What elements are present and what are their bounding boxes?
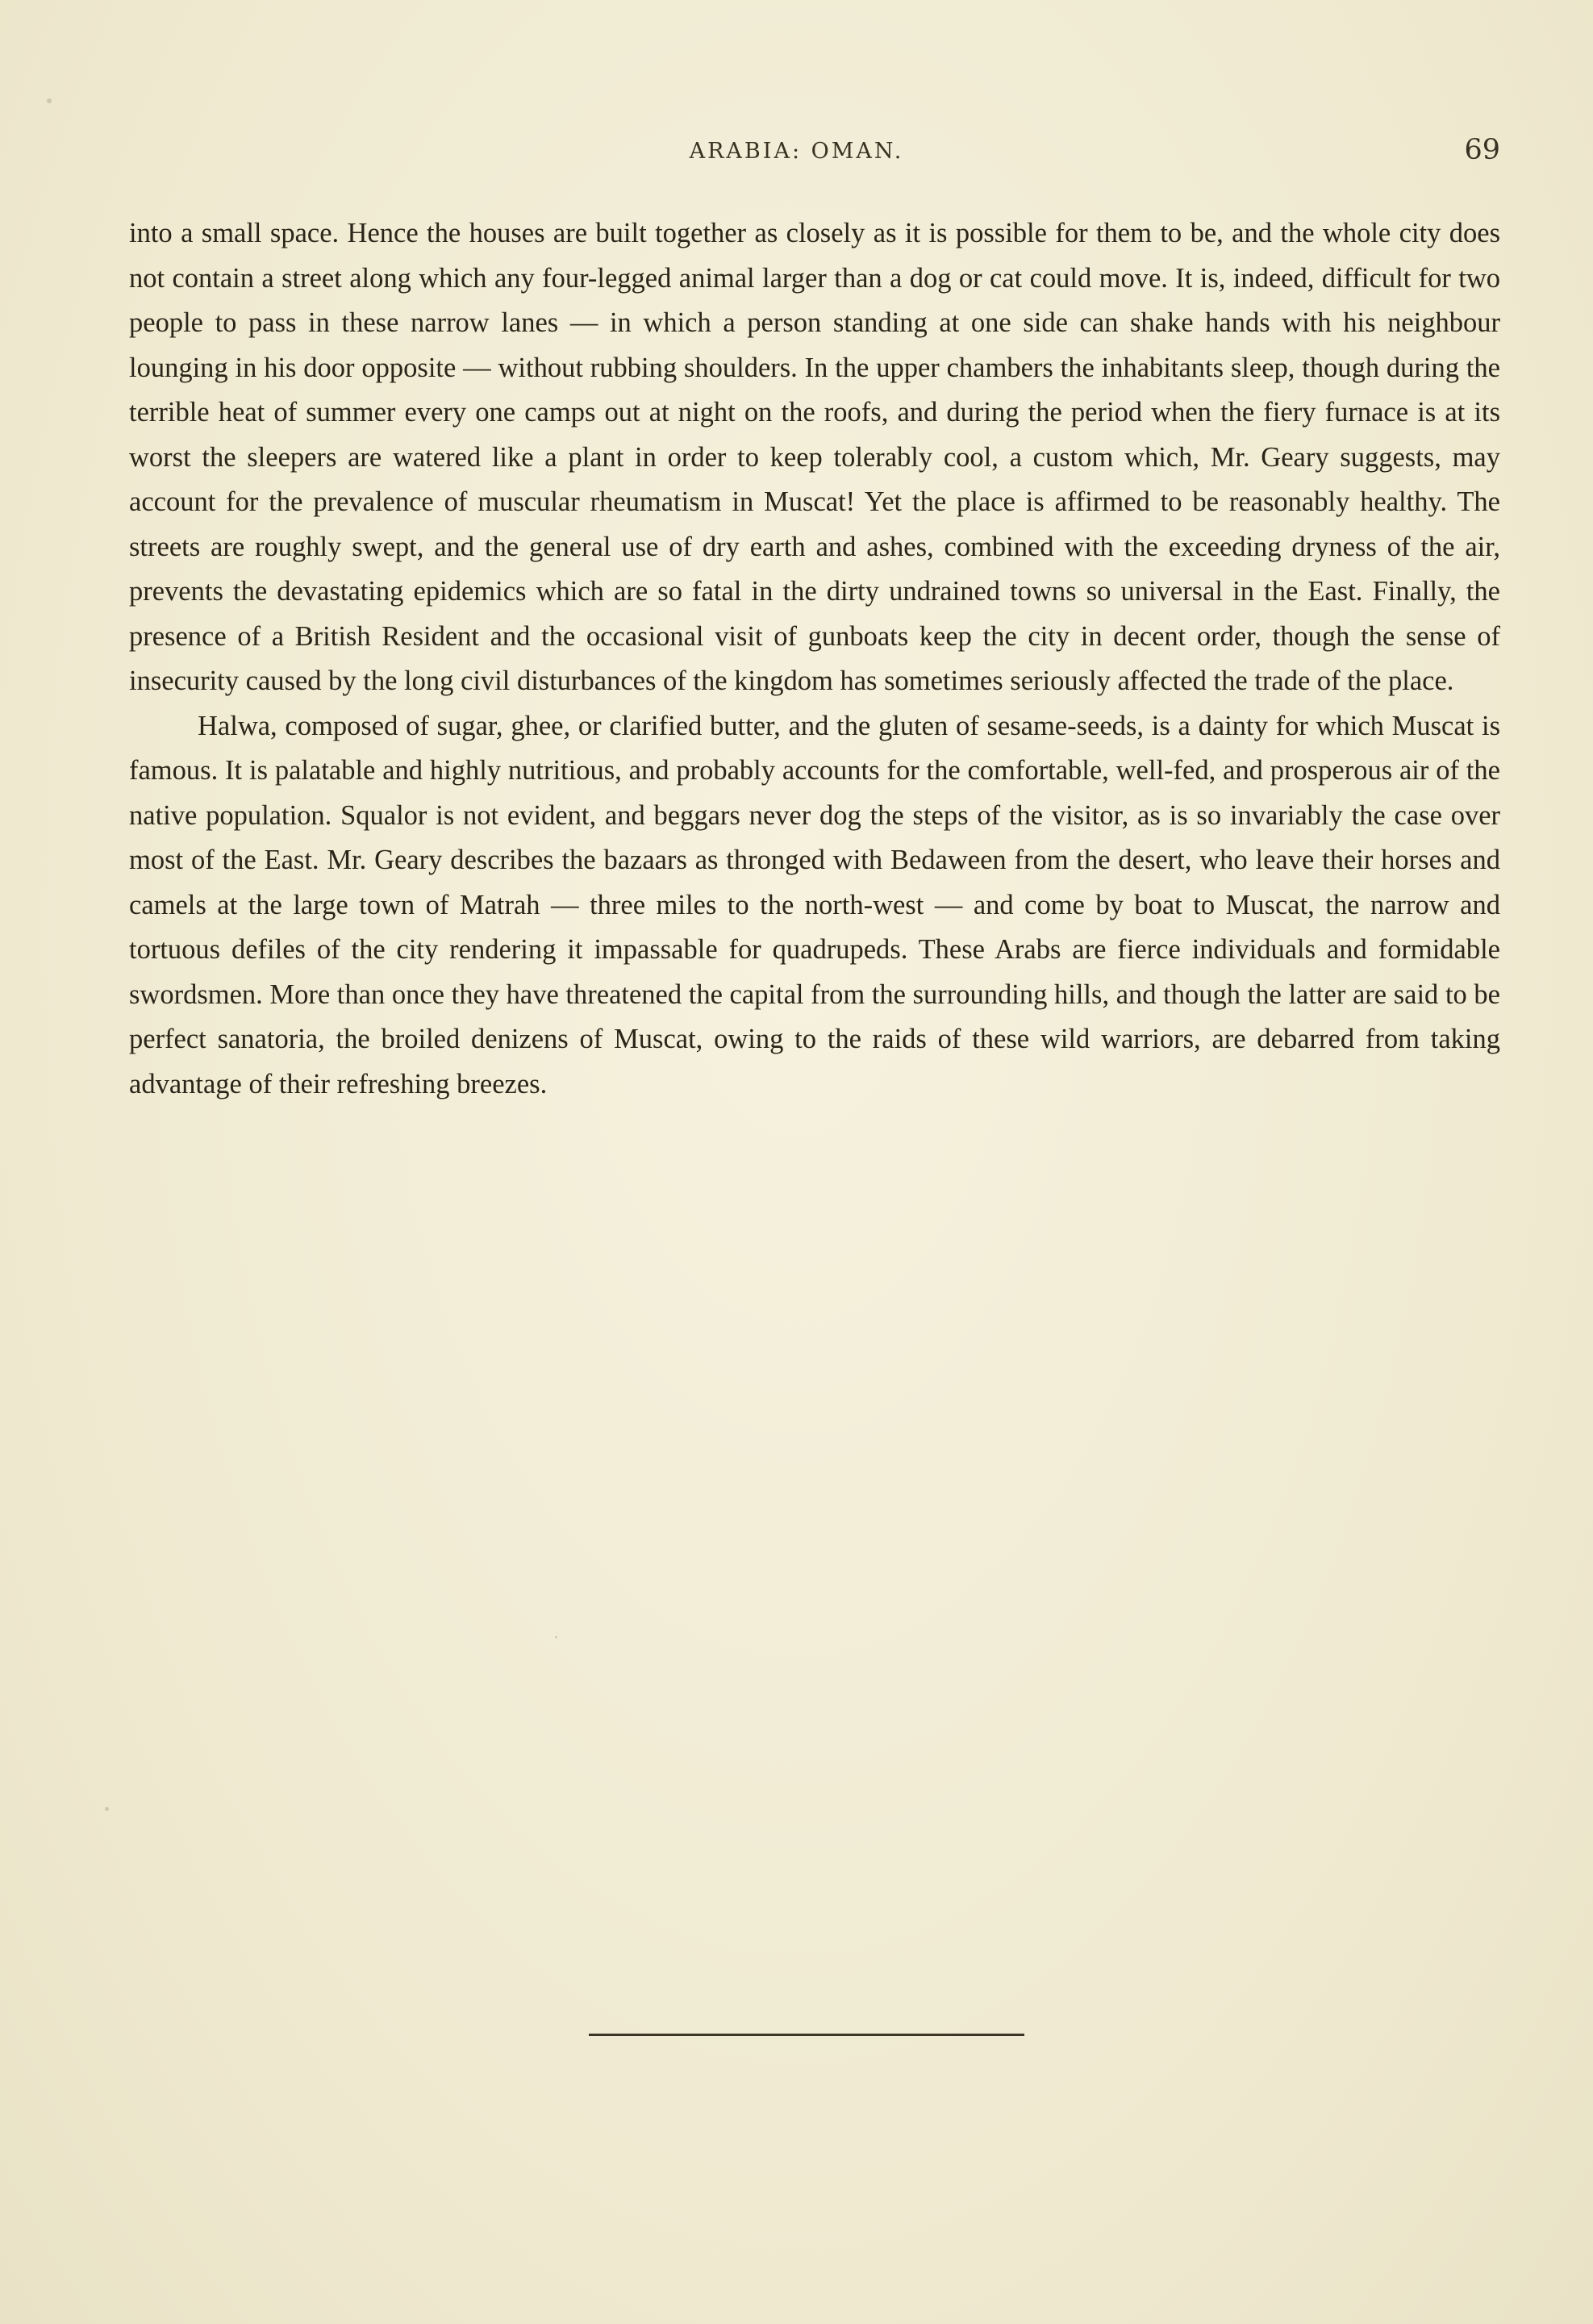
page-number: 69 xyxy=(1464,134,1500,166)
running-head xyxy=(0,134,1593,171)
paper-speck xyxy=(105,1807,109,1811)
running-title: ARABIA: OMAN. xyxy=(689,139,904,164)
section-end-rule xyxy=(589,2034,1024,2036)
paper-speck xyxy=(47,98,52,103)
paragraph-halwa: Halwa, composed of sugar, ghee, or clarified butter, and the gluten of sesame-seeds, is a dainty for which Muscat is famous. It is palatable and highly nutritious, and probably accounts for the comfortable, well-fed, and prosperous air of the native population. Squalor is not evident, and beggars never dog the steps of the visitor, as is so invariably the case over most of the East. Mr. Geary describes the bazaars as thronged with Bedaween from the desert, who leave their horses and camels at the large town of Matrah — three miles to the north-west — and come by boat to Muscat, the narrow and tortuous defiles of the city rendering it impassable for quadrupeds. These Arabs are fierce individuals and formidable swordsmen. More than once they have threatened the capital from the surrounding hills, and though the latter are said to be perfect sanatoria, the broiled denizens of Muscat, owing to the raids of these wild warriors, are debarred from taking advantage of their refreshing breezes. xyxy=(129,710,1500,1099)
paper-speck xyxy=(555,1636,557,1638)
paragraph-continued: into a small space. Hence the houses are built together as closely as it is possible for them to be, and the whole city does not contain a street along which any four-legged animal larger than a dog or cat could move. It is, indeed, difficult for two people to pass in these narrow lanes — in which a person standing at one side can shake hands with his neighbour lounging in his door opposite — without rubbing shoulders. In the upper chambers the inhabitants sleep, though during the terrible heat of summer every one camps out at night on the roofs, and during the period when the fiery furnace is at its worst the sleepers are watered like a plant in order to keep tolerably cool, a custom which, Mr. Geary suggests, may account for the prevalence of muscular rheumatism in Muscat! Yet the place is affirmed to be reasonably healthy. The streets are roughly swept, and the general use of dry earth and ashes, combined with the exceeding dryness of the air, prevents the devastating epidemics which are so fatal in the dirty undrained towns so universal in the East. Finally, the presence of a British Resident and the occasional visit of gunboats keep the city in decent order, though the sense of insecurity caused by the long civil disturbances of the kingdom has sometimes seriously affected the trade of the place. xyxy=(129,218,1500,696)
body-text xyxy=(129,211,1500,1107)
